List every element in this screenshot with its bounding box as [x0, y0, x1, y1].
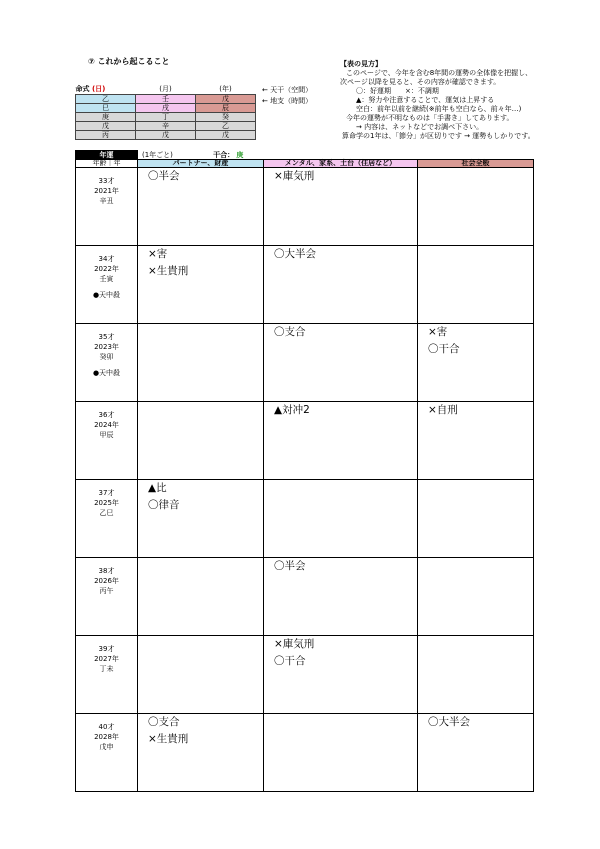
fortune-entry: 〇律音	[148, 499, 180, 511]
year-row	[76, 324, 534, 402]
year-cell-kanshi: 癸卯	[99, 353, 114, 361]
fortune-cell-c1	[138, 168, 264, 246]
meishiki-cell: 巳	[76, 104, 136, 113]
fortune-entry: 〇支合	[274, 326, 306, 338]
year-cell-age: 37才	[98, 489, 115, 497]
year-cell-year: 2024年	[94, 421, 119, 429]
legend-line: 〇：好運期 ×：不調期	[356, 87, 439, 95]
fortune-cell-c2	[264, 636, 418, 714]
meishiki-header-year: (年)	[219, 85, 232, 93]
col-header-society: 社会全般	[418, 160, 534, 168]
year-cell-kanshi: 辛丑	[99, 197, 114, 205]
fortune-cell-c3	[418, 246, 534, 324]
year-cell-kanshi: 乙巳	[99, 509, 114, 517]
nenun-note: (1年ごと)	[142, 150, 173, 159]
fortune-entry: ×害	[428, 326, 448, 338]
fortune-cell-c3	[418, 168, 534, 246]
fortune-cell-c2	[264, 402, 418, 480]
meishiki-cell: 戊	[196, 131, 256, 140]
meishiki-cell: 戊	[196, 95, 256, 104]
fortune-entry: 〇大半会	[428, 716, 470, 728]
fortune-entry: 〇大半会	[274, 248, 316, 260]
year-cell	[76, 168, 138, 246]
year-cell-year: 2023年	[94, 343, 119, 351]
fortune-cell-c2	[264, 246, 418, 324]
year-cell-year: 2027年	[94, 655, 119, 663]
legend-line: 空白：前年以前を継続(※前年も空白なら、前々年…)	[356, 105, 522, 113]
section-title: ⑦ これから起こること	[88, 57, 170, 66]
col-header-mental: メンタル、家系、土台（住居など）	[264, 160, 418, 168]
fortune-cell-c1	[138, 402, 264, 480]
legend-line: 算命学の1年は、「節分」が区切りです → 運勢もしかりです。	[342, 132, 535, 140]
meishiki-cell: 辛	[136, 122, 196, 131]
legend-line: → 内容は、ネットなどでお調べ下さい。	[356, 123, 484, 131]
fortune-entry: 〇支合	[148, 716, 180, 728]
year-cell-kanshi: 甲辰	[99, 431, 114, 439]
fortune-cell-c1	[138, 636, 264, 714]
meishiki-cell: 辰	[196, 104, 256, 113]
meishiki-header-month: (月)	[159, 85, 172, 93]
year-cell-age: 34才	[98, 255, 115, 263]
meishiki-header-label: 命式 (日)	[75, 85, 106, 93]
meishiki-cell: 乙	[196, 122, 256, 131]
fortune-cell-c2	[264, 168, 418, 246]
year-cell-age: 35才	[98, 333, 115, 341]
fortune-entry: ×生貴刑	[148, 265, 189, 277]
col-header-partner: パートナー、財産	[138, 160, 264, 168]
fortune-cell-c3	[418, 402, 534, 480]
legend-title: 【表の見方】	[340, 60, 382, 68]
age-header: 年齢｜年	[76, 160, 138, 168]
fortune-cell-c2	[264, 480, 418, 558]
fortune-entry: ×害	[148, 248, 168, 260]
year-row	[76, 636, 534, 714]
fortune-cell-c1	[138, 246, 264, 324]
year-cell-age: 36才	[98, 411, 115, 419]
year-cell-year: 2025年	[94, 499, 119, 507]
year-cell	[76, 714, 138, 792]
fortune-entry: ×庫気刑	[274, 638, 315, 650]
meishiki-cell: 癸	[196, 113, 256, 122]
meishiki-cell: 戊	[76, 122, 136, 131]
year-cell-year: 2028年	[94, 733, 119, 741]
year-cell-kanshi: 丁未	[99, 665, 114, 673]
fortune-entry: 〇半会	[148, 170, 180, 182]
fortune-entry: ▲対冲2	[274, 404, 310, 416]
fortune-entry: ▲比	[148, 482, 167, 494]
arrow-tenkan: ← 天干（空間）	[262, 86, 313, 94]
kango-label: 干合：	[213, 150, 235, 159]
legend	[340, 60, 590, 141]
legend-line: 次ページ以降を見ると、その内容が確認できます。	[340, 78, 501, 86]
fortune-cell-c3	[418, 324, 534, 402]
fortune-cell-c1	[138, 558, 264, 636]
meishiki-table	[75, 84, 256, 140]
year-cell-age: 38才	[98, 567, 115, 575]
nenun-label: 年運	[76, 151, 138, 160]
fortune-cell-c2	[264, 714, 418, 792]
year-cell-kanshi: 壬寅	[99, 275, 114, 283]
fortune-cell-c3	[418, 636, 534, 714]
fortune-cell-c3	[418, 558, 534, 636]
year-cell-age: 39才	[98, 645, 115, 653]
year-cell-age: 40才	[98, 723, 115, 731]
fortune-cell-c1	[138, 324, 264, 402]
year-cell-kanshi: 戊申	[99, 743, 114, 751]
fortune-cell-c3	[418, 480, 534, 558]
fortune-entry: ×生貴刑	[148, 733, 189, 745]
year-cell	[76, 480, 138, 558]
meishiki-cell: 戌	[136, 104, 196, 113]
kango-value: 庚	[236, 150, 244, 159]
meishiki-cell: 乙	[76, 95, 136, 104]
fortune-entry: 〇半会	[274, 560, 306, 572]
year-cell	[76, 558, 138, 636]
fortune-entry: ×庫気刑	[274, 170, 315, 182]
fortune-cell-c2	[264, 558, 418, 636]
year-cell-age: 33才	[98, 177, 115, 185]
year-cell	[76, 246, 138, 324]
year-cell	[76, 636, 138, 714]
fortune-cell-c1	[138, 714, 264, 792]
meishiki-cell: 壬	[136, 95, 196, 104]
legend-line: ▲：努力や注意することで、運気は上昇する	[356, 96, 495, 104]
legend-line: 今年の運勢が不明なものは「手書き」してあります。	[346, 114, 514, 122]
meishiki-cell: 庚	[76, 113, 136, 122]
year-cell-year: 2026年	[94, 577, 119, 585]
year-cell-year: 2021年	[94, 187, 119, 195]
year-row	[76, 168, 534, 246]
fortune-cell-c2	[264, 324, 418, 402]
year-row	[76, 558, 534, 636]
year-cell	[76, 324, 138, 402]
year-row	[76, 714, 534, 792]
year-row	[76, 480, 534, 558]
meishiki-cell: 丁	[136, 113, 196, 122]
year-cell-kanshi: 丙午	[99, 587, 114, 595]
year-row	[76, 402, 534, 480]
year-cell-year: 2022年	[94, 265, 119, 273]
fortune-entry: 〇干合	[274, 655, 306, 667]
fortune-entry: 〇干合	[428, 343, 460, 355]
fortune-entry: ×自刑	[428, 404, 458, 416]
year-cell	[76, 402, 138, 480]
meishiki-cell: 丙	[76, 131, 136, 140]
arrow-chishi: ← 地支（時間）	[262, 97, 313, 105]
tenchusatsu-note: ●天中殺	[92, 291, 121, 299]
fortune-cell-c1	[138, 480, 264, 558]
tenchusatsu-note: ●天中殺	[92, 369, 121, 377]
meishiki-cell: 戊	[136, 131, 196, 140]
year-row	[76, 246, 534, 324]
legend-line: このページで、今年を含む8年間の運勢の全体像を把握し、	[346, 69, 533, 77]
fortune-cell-c3	[418, 714, 534, 792]
fortune-table	[75, 150, 534, 792]
